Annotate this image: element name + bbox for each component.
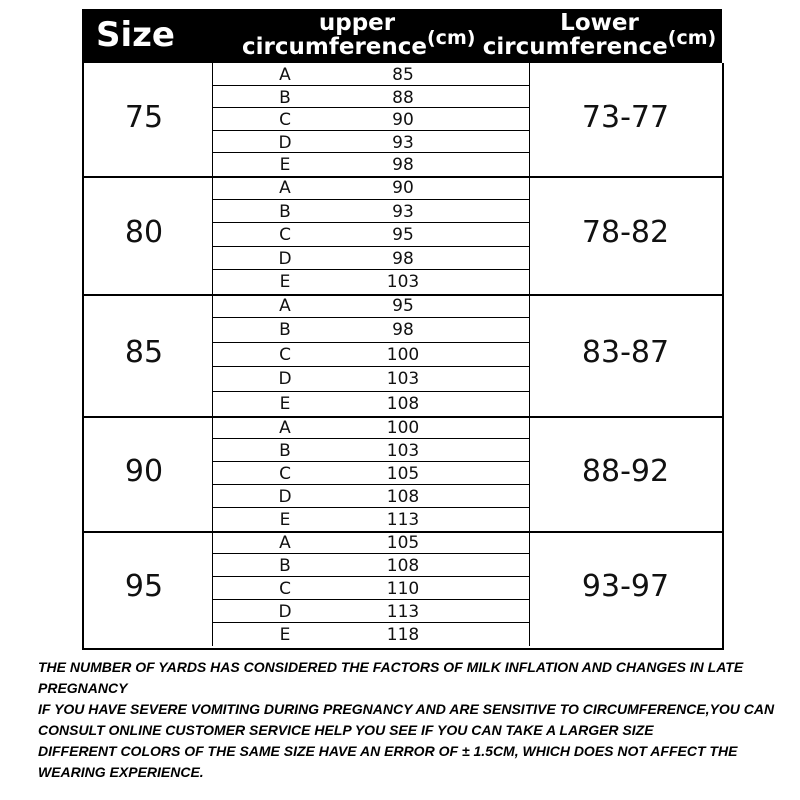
size-header: Size (96, 15, 175, 55)
upper-circumference-value: 85 (392, 65, 414, 85)
upper-circumference-value: 100 (386, 418, 420, 438)
cup-letter: D (278, 369, 292, 390)
table-row (213, 270, 529, 293)
band-size: 85 (124, 335, 164, 370)
cup-letter: E (279, 272, 291, 293)
cup-letter: A (279, 178, 291, 198)
table-row (213, 176, 529, 200)
table-row (213, 531, 529, 554)
cup-letter: C (279, 225, 291, 246)
table-row (213, 416, 529, 439)
cup-letter: E (279, 625, 291, 645)
lower-circumference-range: 73-77 (581, 99, 670, 135)
cup-letter: D (278, 248, 292, 269)
cup-letter: A (279, 296, 291, 316)
lower-circumference-range: 88-92 (581, 453, 670, 489)
lower-circumference-header (482, 11, 717, 61)
lower-header-line2: circumference (482, 34, 668, 60)
cup-letter: B (279, 556, 291, 576)
note-line: DIFFERENT COLORS OF THE SAME SIZE HAVE AN ERROR OF ± 1.5CM, WHICH DOES NOT AFFECT THE WEARING EXPERIENCE. (38, 743, 738, 780)
cup-letter: C (279, 110, 291, 131)
upper-circumference-value: 103 (386, 272, 420, 293)
note-line: THE NUMBER OF YARDS HAS CONSIDERED THE FACTORS OF MILK INFLATION AND CHANGES IN LATE PREGNANCY (38, 659, 744, 696)
cup-letter: C (279, 464, 291, 484)
upper-circumference-value: 95 (392, 225, 414, 246)
table-row (213, 108, 529, 131)
band-size: 75 (124, 99, 164, 135)
table-row (213, 439, 529, 462)
cup-letter: B (279, 441, 291, 461)
table-row (213, 508, 529, 530)
size-group (84, 531, 722, 646)
lower-circumference-range: 78-82 (581, 215, 670, 250)
lower-header-unit: (cm) (667, 27, 717, 49)
cup-letter: E (279, 155, 291, 176)
cup-subtable (212, 176, 530, 294)
table-row (213, 247, 529, 271)
cup-subtable (212, 294, 530, 416)
table-row (213, 462, 529, 485)
size-group (84, 294, 722, 418)
band-size: 95 (124, 568, 164, 604)
upper-circumference-value: 95 (392, 296, 414, 316)
cup-subtable (212, 531, 530, 646)
table-row (213, 153, 529, 175)
table-header (82, 9, 722, 63)
upper-circumference-value: 90 (392, 178, 414, 198)
upper-header-line2: circumference (242, 34, 427, 60)
cup-letter: C (279, 579, 291, 599)
table-row (213, 392, 529, 415)
upper-circumference-value: 108 (386, 556, 420, 576)
cup-subtable (212, 63, 530, 176)
table-row (213, 223, 529, 247)
lower-circumference-range: 83-87 (581, 335, 670, 370)
cup-letter: E (279, 393, 291, 414)
table-row (213, 485, 529, 508)
upper-circumference-value: 118 (386, 625, 420, 645)
size-group (84, 416, 722, 533)
upper-circumference-value: 110 (386, 579, 420, 599)
table-row (213, 367, 529, 391)
upper-circumference-header (242, 10, 476, 61)
upper-circumference-value: 103 (386, 441, 420, 461)
upper-circumference-value: 98 (392, 320, 414, 341)
table-row (213, 623, 529, 645)
lower-header-line1: Lower (560, 10, 639, 36)
upper-header-line1: upper (318, 10, 396, 36)
table-row (213, 343, 529, 367)
table-row (213, 131, 529, 154)
note-line: IF YOU HAVE SEVERE VOMITING DURING PREGNANCY AND ARE SENSITIVE TO CIRCUMFERENCE,YOU CAN CONSULT ONLINE CUSTOMER SERVICE HELP YOU SEE IF YOU CAN TAKE A LARGER SIZE (38, 701, 775, 738)
upper-circumference-value: 113 (386, 510, 420, 530)
upper-circumference-value: 100 (386, 344, 420, 365)
cup-letter: A (279, 533, 291, 553)
upper-circumference-value: 90 (392, 110, 414, 131)
upper-circumference-value: 98 (392, 155, 414, 176)
upper-circumference-value: 105 (386, 533, 420, 553)
band-size: 90 (124, 453, 164, 489)
cup-letter: A (279, 418, 291, 438)
table-row (213, 600, 529, 623)
cup-letter: A (279, 65, 291, 85)
cup-letter: E (279, 510, 291, 530)
cup-letter: B (279, 201, 291, 222)
size-group (84, 176, 722, 296)
upper-circumference-value: 98 (392, 248, 414, 269)
size-table-body (82, 63, 724, 650)
cup-subtable (212, 416, 530, 531)
upper-circumference-value: 108 (386, 393, 420, 414)
upper-circumference-value: 103 (386, 369, 420, 390)
upper-circumference-value: 93 (392, 132, 414, 153)
table-row (213, 554, 529, 577)
cup-letter: C (279, 344, 291, 365)
cup-letter: D (278, 132, 292, 153)
upper-circumference-value: 88 (392, 87, 414, 108)
cup-letter: D (278, 602, 292, 622)
cup-letter: B (279, 87, 291, 108)
upper-circumference-value: 105 (386, 464, 420, 484)
band-size: 80 (124, 215, 164, 250)
table-row (213, 63, 529, 86)
cup-letter: D (278, 487, 292, 507)
table-row (213, 318, 529, 342)
size-group (84, 63, 722, 178)
table-row (213, 200, 529, 224)
upper-header-unit: (cm) (427, 27, 476, 49)
lower-circumference-range: 93-97 (581, 568, 670, 604)
upper-circumference-value: 93 (392, 201, 414, 222)
table-row (213, 294, 529, 318)
upper-circumference-value: 108 (386, 487, 420, 507)
table-row (213, 577, 529, 600)
table-row (213, 86, 529, 109)
cup-letter: B (279, 320, 291, 341)
size-notes (38, 657, 778, 783)
upper-circumference-value: 113 (386, 602, 420, 622)
